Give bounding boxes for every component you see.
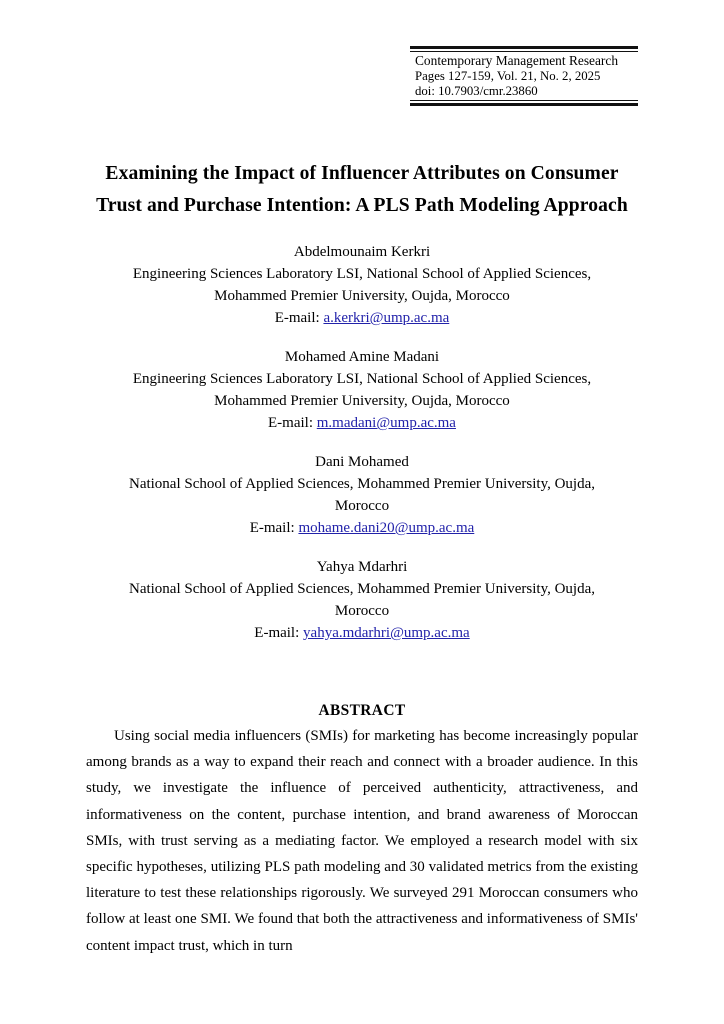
abstract-body: Using social media influencers (SMIs) for marketing has become increasingly popular among brands as a way to expand their reach and connect with a broader audience. In this study, we investigate the influence of perceived authenticity, attractiveness, and informativeness on the content, purchase intention, and brand awareness of Moroccan SMIs, with trust serving as a mediating factor. We employed a research model with six specific hypotheses, utilizing PLS path modeling and 30 validated metrics from the existing literature to test these relationships rigorously. We surveyed 291 Moroccan consumers who follow at least one SMI. We found that both the attractiveness and informativeness of SMIs' content impact trust, which in turn <box>86 728 638 954</box>
email-label: E-mail: <box>268 415 317 431</box>
email-label: E-mail: <box>274 310 324 326</box>
author-block <box>86 346 638 434</box>
title-line-1: Examining the Impact of Influencer Attributes on Consumer <box>105 163 619 184</box>
page-title <box>86 158 638 222</box>
email-label: E-mail: <box>249 520 299 536</box>
journal-pages-volume: Pages 127-159, Vol. 21, No. 2, 2025 <box>415 68 601 83</box>
email-link[interactable]: mohame.dani20@ump.ac.ma <box>298 520 475 536</box>
author-affiliation-line: National School of Applied Sciences, Mohammed Premier University, Oujda, <box>128 476 596 492</box>
abstract-heading: ABSTRACT <box>318 702 406 719</box>
author-name: Dani Mohamed <box>315 454 409 470</box>
author-name: Mohamed Amine Madani <box>284 349 440 365</box>
author-email-row <box>86 307 638 329</box>
email-link[interactable]: yahya.mdarhri@ump.ac.ma <box>303 625 470 641</box>
author-email-row <box>86 622 638 644</box>
author-block <box>86 556 638 644</box>
author-list <box>86 241 638 644</box>
email-link[interactable]: m.madani@ump.ac.ma <box>316 415 456 431</box>
author-email-row <box>86 517 638 539</box>
email-label: E-mail: <box>254 625 304 641</box>
author-name: Yahya Mdarhri <box>316 559 408 575</box>
email-link[interactable]: a.kerkri@ump.ac.ma <box>323 310 450 326</box>
journal-doi: doi: 10.7903/cmr.23860 <box>415 84 538 98</box>
journal-header-box <box>410 46 638 106</box>
author-affiliation-line: Mohammed Premier University, Oujda, Morocco <box>214 288 510 304</box>
author-affiliation-line: National School of Applied Sciences, Mohammed Premier University, Oujda, <box>128 581 596 597</box>
title-line-2: Trust and Purchase Intention: A PLS Path Modeling Approach <box>96 195 628 216</box>
author-affiliation-line: Morocco <box>334 603 390 619</box>
author-affiliation-line: Morocco <box>334 498 390 514</box>
author-affiliation-line: Mohammed Premier University, Oujda, Morocco <box>214 393 510 409</box>
author-email-row <box>86 412 638 434</box>
author-affiliation-line: Engineering Sciences Laboratory LSI, National School of Applied Sciences, <box>132 371 592 387</box>
journal-name: Contemporary Management Research <box>415 53 619 68</box>
author-block <box>86 241 638 329</box>
author-name: Abdelmounaim Kerkri <box>293 244 431 260</box>
author-block <box>86 451 638 539</box>
author-affiliation-line: Engineering Sciences Laboratory LSI, National School of Applied Sciences, <box>132 266 592 282</box>
